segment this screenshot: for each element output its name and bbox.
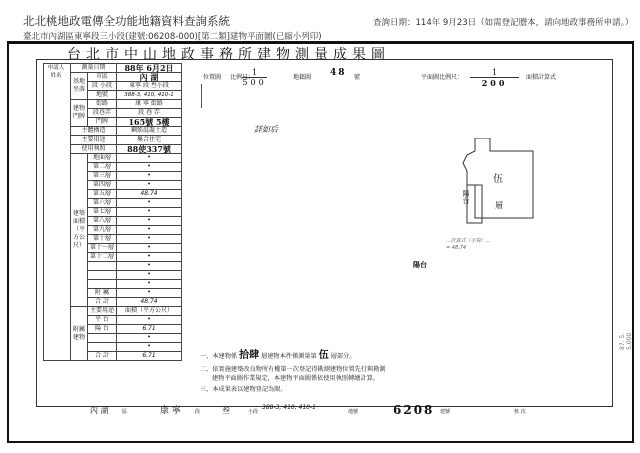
note-text: 一、本建物係 — [200, 353, 238, 360]
section-label: 段 小段 — [88, 82, 117, 91]
note-floor: 伍 — [318, 350, 329, 361]
accessory-area: • — [117, 334, 182, 343]
door-value: 165號 5樓 — [117, 118, 182, 127]
map-sheet-suffix: 號 — [354, 74, 361, 81]
floor-area: • — [117, 181, 182, 190]
location-scale-den: 500 — [242, 78, 267, 87]
accessory-area-label: 面積（平方公尺） — [117, 307, 182, 316]
accessory-total-value: 6.71 — [117, 352, 182, 361]
floor-area: • — [117, 244, 182, 253]
lane-value: 段 巷 弄 — [117, 109, 182, 118]
calc-line: ...計算式（手寫）... — [446, 238, 491, 244]
floor-name: 第四層 — [88, 181, 117, 190]
floor-name: 第十層 — [88, 235, 117, 244]
floor-area-label: 建築面積（平方公尺） — [71, 154, 88, 307]
street-label: 街路 — [88, 100, 117, 109]
building-number-label: 建物門牌 — [71, 100, 88, 127]
floor-plan-floor-label: 伍 — [493, 174, 503, 185]
footer-section: 康 寧 — [160, 406, 181, 416]
accessory-usage — [88, 343, 117, 352]
system-title: 北北桃地政電傳全功能地籍資料查詢系統 — [23, 14, 230, 28]
note-line-2a: 二、依實施建築改良物所有權第一次登記得勘測建物位置先行與勘測 — [200, 366, 386, 373]
footer-subsection-suffix: 小段 — [248, 409, 259, 415]
plan-scale-fraction — [470, 68, 519, 88]
accessory-total-label: 合 計 — [88, 352, 117, 361]
usage-value: 集合住宅 — [117, 136, 182, 145]
floor-name: 第八層 — [88, 217, 117, 226]
location-map-label: 位置圖 — [203, 74, 222, 81]
plan-scale-num: 1 — [470, 68, 519, 78]
map-sheet-no: 48 — [330, 68, 347, 78]
floor-name: 第十二層 — [88, 253, 117, 262]
side-code: 87. 5. 5,000 — [619, 332, 633, 350]
floor-area: • — [117, 262, 182, 271]
accessory-area: • — [117, 343, 182, 352]
footer-building-no-suffix: 建號 — [440, 409, 451, 415]
floor-area: • — [117, 280, 182, 289]
detail-note: 詳如后 — [254, 125, 278, 134]
note-text: 層建物本件僅測量第 — [261, 353, 317, 360]
balcony-side-label: 陽台 — [413, 260, 427, 269]
note-floors: 拾肆 — [239, 350, 260, 361]
floor-area: • — [117, 217, 182, 226]
note-line-1 — [200, 351, 386, 362]
license-label: 使用執照 — [71, 145, 117, 154]
floor-name: 第六層 — [88, 199, 117, 208]
footer-section-suffix: 段 — [195, 409, 201, 415]
floor-name: 第九層 — [88, 226, 117, 235]
document-title: 台北市中山地政事務所建物測量成果圖 — [67, 47, 390, 63]
accessory-usage: 陽 台 — [88, 325, 117, 334]
notes — [200, 351, 386, 395]
accessory-section-label: 附屬建物 — [71, 307, 88, 361]
accessory-area: • — [117, 316, 182, 325]
applicant-column — [44, 64, 71, 361]
accessory-usage: 平 台 — [88, 316, 117, 325]
license-value: 88使337號 — [117, 145, 182, 154]
floor-area: • — [117, 226, 182, 235]
total-label: 合 計 — [88, 298, 117, 307]
floor-name: 地面層 — [88, 154, 117, 163]
lot-value: 388-3, 410, 410-1 — [117, 91, 182, 100]
accessory-area: 6.71 — [117, 325, 182, 334]
district-label: 市區 — [88, 73, 117, 82]
location-scale-fraction — [242, 68, 267, 87]
map-sheet-label: 地籍圖 — [293, 74, 312, 81]
lane-label: 段巷弄 — [88, 109, 117, 118]
door-label: 門牌 — [88, 118, 117, 127]
footer-checker-label: 核 次 — [514, 409, 526, 415]
annex-label: 附 屬 — [88, 289, 117, 298]
lot-label: 地號 — [88, 91, 117, 100]
floor-name — [88, 262, 117, 271]
area-calc-label: 面積計算式 — [526, 74, 557, 81]
plan-scale-den: 200 — [481, 78, 508, 88]
floor-area: • — [117, 199, 182, 208]
floor-name: 第二層 — [88, 163, 117, 172]
footer-district: 內 湖 — [90, 406, 109, 415]
balcony-label: 陽台 — [462, 190, 470, 204]
document-subtitle: 臺北市內湖區東寧段三小段(建號:06208-000)[第二類]建物平面圖(已縮小列印) — [23, 32, 322, 42]
floor-area: • — [117, 235, 182, 244]
section-value: 東寧 段 叁小段 — [117, 82, 182, 91]
floor-plan-floor-label2: 層 — [495, 201, 503, 210]
footer-building-no: 6208 — [393, 403, 435, 417]
floor-name: 第三層 — [88, 172, 117, 181]
floor-name: 第十一層 — [88, 244, 117, 253]
floor-name: 第七層 — [88, 208, 117, 217]
note-line-3: 三、本成果表以建物登記為限。 — [200, 386, 287, 393]
footer-district-suffix: 區 — [122, 409, 128, 415]
street-value: 康 寧 街路 — [117, 100, 182, 109]
location-scale-num: 1 — [242, 68, 267, 78]
location-scale-label: 比例尺： — [230, 74, 255, 81]
footer-lot: 388-3, 410, 410-1 — [262, 404, 316, 411]
usage-label: 主要用途 — [71, 136, 117, 145]
floor-name — [88, 271, 117, 280]
plan-scale-label: 平面圖比例尺： — [421, 74, 464, 81]
applicant-label: 申請人姓名 — [47, 65, 65, 79]
floor-area: 48.74 — [117, 190, 182, 199]
calc-line: = 48.74 — [446, 245, 467, 251]
structure-value: 鋼筋混凝土造 — [117, 127, 182, 136]
floor-area: • — [117, 154, 182, 163]
base-location-label: 基地坐落 — [71, 73, 88, 100]
floor-area: • — [117, 163, 182, 172]
floor-area: • — [117, 253, 182, 262]
floor-area: • — [117, 271, 182, 280]
floor-name — [88, 280, 117, 289]
north-arrow-icon — [201, 84, 202, 108]
survey-form-table — [43, 63, 182, 361]
note-text: 層部分。 — [330, 353, 356, 360]
note-line-2b: 建物平面圖作業規定，本建物平面圖係依使用執照轉繪計算。 — [212, 375, 380, 382]
footer-subsection: 叁 — [222, 406, 230, 415]
query-date: 查詢日期：114年 9月23日（如需登記謄本，請向地政事務所申請。） — [373, 18, 634, 28]
structure-label: 主體構造 — [71, 127, 117, 136]
floor-area: • — [117, 289, 182, 298]
floor-area: • — [117, 208, 182, 217]
footer-lot-suffix: 地號 — [348, 409, 359, 415]
district-value: 內 湖 — [117, 73, 182, 82]
accessory-usage-label: 主要用途 — [88, 307, 117, 316]
area-calc-text — [446, 238, 491, 252]
survey-date-label: 測量日期 — [71, 64, 117, 73]
floor-area: • — [117, 172, 182, 181]
total-value: 48.74 — [117, 298, 182, 307]
floor-name: 第五層 — [88, 190, 117, 199]
survey-date-value: 88年 6月2日 — [117, 64, 182, 73]
accessory-usage — [88, 334, 117, 343]
